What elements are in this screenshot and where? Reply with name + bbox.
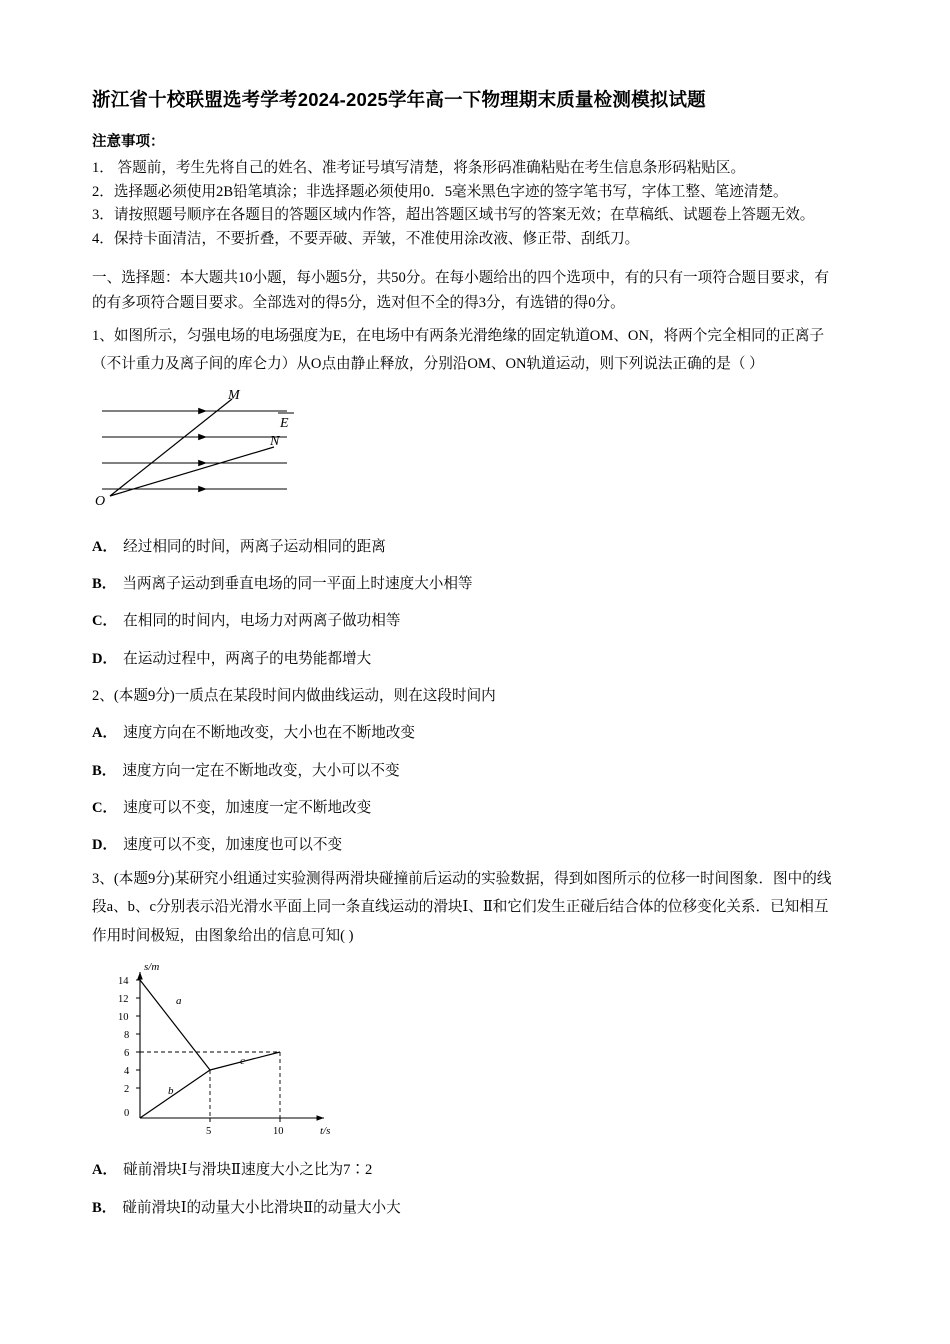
displacement-time-graph bbox=[92, 958, 862, 1148]
option-label-b: B． bbox=[92, 576, 117, 593]
electric-field-diagram bbox=[92, 389, 422, 519]
section-instructions-line-1: 一、选择题：本大题共10小题，每小题5分，共50分。在每小题给出的四个选项中，有的只有一项符合题目要求，有 bbox=[92, 269, 829, 286]
notice-item-1: 1． 答题前，考生先将自己的姓名、准考证号填写清楚，将条形码准确粘贴在考生信息条形码粘贴区。 bbox=[92, 160, 746, 177]
svg-text:10: 10 bbox=[118, 1012, 129, 1024]
svg-text:4: 4 bbox=[124, 1066, 130, 1078]
question-3-stem-line-2: 段a、b、c分别表示沿光滑水平面上同一条直线运动的滑块Ⅰ、Ⅱ和它们发生正碰后结合体的位移变化关系．已知相互 bbox=[92, 899, 829, 916]
svg-text:8: 8 bbox=[124, 1030, 130, 1042]
question-1-option-a bbox=[92, 529, 862, 566]
svg-text:s/m: s/m bbox=[144, 961, 160, 974]
svg-text:N: N bbox=[270, 433, 280, 449]
svg-text:M: M bbox=[228, 388, 240, 403]
question-2-option-a bbox=[92, 715, 862, 752]
displacement-time-chart bbox=[92, 958, 352, 1143]
option-label-a: A． bbox=[92, 725, 118, 742]
question-1-option-c bbox=[92, 603, 862, 640]
option-label-b: B． bbox=[92, 1199, 117, 1216]
question-2-option-d bbox=[92, 827, 862, 864]
svg-text:0: 0 bbox=[124, 1108, 130, 1120]
svg-text:E: E bbox=[280, 415, 289, 431]
question-3-option-a bbox=[92, 1152, 862, 1189]
question-3-stem-line-1: 3、(本题9分)某研究小组通过实验测得两滑块碰撞前后运动的实验数据，得到如图所示的位移一时间图象．图中的线 bbox=[92, 870, 832, 887]
option-text-c: 在相同的时间内，电场力对两离子做功相等 bbox=[123, 613, 401, 630]
question-1-option-b bbox=[92, 566, 862, 603]
svg-text:5: 5 bbox=[206, 1126, 212, 1138]
svg-text:b: b bbox=[168, 1085, 174, 1098]
question-1-option-d bbox=[92, 641, 862, 678]
option-label-a: A． bbox=[92, 1162, 118, 1179]
svg-text:c: c bbox=[240, 1055, 245, 1068]
option-text-d: 速度可以不变，加速度也可以不变 bbox=[123, 837, 343, 854]
option-text-c: 速度可以不变，加速度一定不断地改变 bbox=[123, 800, 372, 817]
option-text-a: 速度方向在不断地改变，大小也在不断地改变 bbox=[123, 725, 416, 742]
option-text-b: 当两离子运动到垂直电场的同一平面上时速度大小相等 bbox=[122, 576, 473, 593]
option-label-d: D． bbox=[92, 837, 118, 854]
option-label-b: B． bbox=[92, 762, 117, 779]
question-1-stem-line-2: （不计重力及离子间的库仑力）从O点由静止释放，分别沿OM、ON轨道运动，则下列说法正确的是（ ） bbox=[92, 356, 764, 373]
svg-text:14: 14 bbox=[118, 976, 129, 988]
svg-text:6: 6 bbox=[124, 1048, 130, 1060]
svg-text:10: 10 bbox=[273, 1126, 284, 1138]
page-title: 浙江省十校联盟选考学考2024-2025学年高一下物理期末质量检测模拟试题 bbox=[92, 89, 706, 110]
svg-text:t/s: t/s bbox=[320, 1125, 331, 1138]
notice-item-2: 2．选择题必须使用2B铅笔填涂；非选择题必须使用0．5毫米黑色字迹的签字笔书写，字体工整、笔迹清楚。 bbox=[92, 183, 788, 200]
option-label-c: C． bbox=[92, 800, 118, 817]
svg-text:12: 12 bbox=[118, 994, 129, 1006]
svg-text:a: a bbox=[176, 995, 182, 1008]
option-text-d: 在运动过程中，两离子的电势能都增大 bbox=[123, 650, 372, 667]
section-instructions-line-2: 的有多项符合题目要求。全部选对的得5分，选对但不全的得3分，有选错的得0分。 bbox=[92, 294, 625, 311]
option-text-b: 速度方向一定在不断地改变，大小可以不变 bbox=[122, 762, 400, 779]
question-2-option-c bbox=[92, 790, 862, 827]
electric-field-figure bbox=[92, 389, 862, 519]
svg-text:O: O bbox=[95, 493, 106, 509]
notice-item-4: 4．保持卡面清洁，不要折叠，不要弄破、弄皱，不准使用涂改液、修正带、刮纸刀。 bbox=[92, 230, 640, 247]
option-text-b: 碰前滑块Ⅰ的动量大小比滑块Ⅱ的动量大小大 bbox=[122, 1199, 401, 1216]
option-label-c: C． bbox=[92, 613, 118, 630]
question-3-stem-line-3: 作用时间极短，由图象给出的信息可知( ) bbox=[92, 927, 354, 944]
svg-text:2: 2 bbox=[124, 1084, 130, 1096]
option-text-a: 经过相同的时间，两离子运动相同的距离 bbox=[123, 538, 386, 555]
question-3-option-b bbox=[92, 1190, 862, 1227]
notice-item-3: 3．请按照题号顺序在各题目的答题区域内作答，超出答题区域书写的答案无效；在草稿纸、试题卷上答题无效。 bbox=[92, 207, 815, 224]
question-2-stem: 2、(本题9分)一质点在某段时间内做曲线运动，则在这段时间内 bbox=[92, 688, 496, 705]
question-2-option-b bbox=[92, 753, 862, 790]
question-1-stem-line-1: 1、如图所示，匀强电场的电场强度为E，在电场中有两条光滑绝缘的固定轨道OM、ON，将两个完全相同的正离子 bbox=[92, 327, 825, 344]
option-text-a: 碰前滑块Ⅰ与滑块Ⅱ速度大小之比为7∶2 bbox=[123, 1162, 373, 1179]
page-content bbox=[92, 88, 862, 1227]
option-label-d: D． bbox=[92, 650, 118, 667]
option-label-a: A． bbox=[92, 538, 118, 555]
notice-heading: 注意事项： bbox=[92, 134, 165, 151]
